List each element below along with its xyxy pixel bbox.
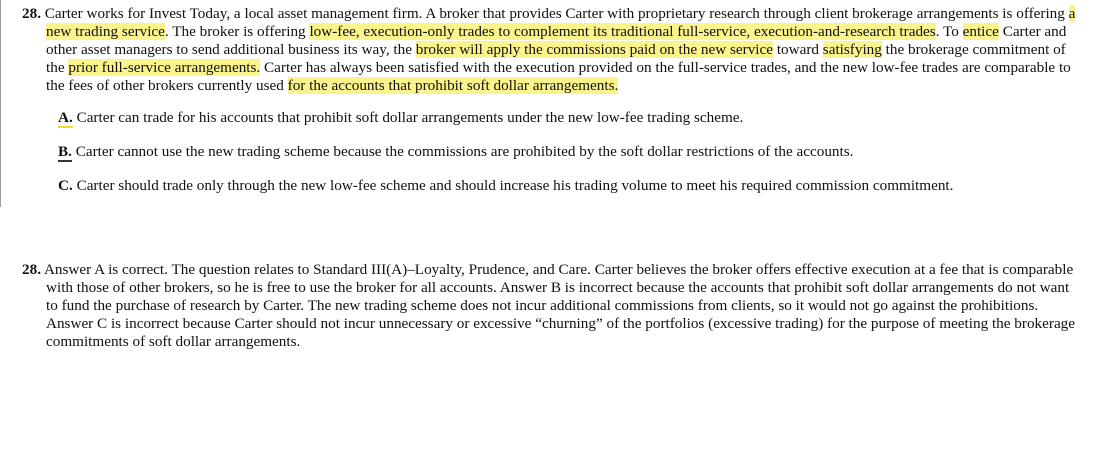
option-b[interactable] (58, 143, 1080, 161)
stem-seg-4: . To (935, 23, 963, 40)
highlight-prohibit-soft-dollar: for the accounts that prohibit soft dollar arrangements. (287, 77, 619, 94)
question-number: 28. (22, 5, 41, 22)
option-b-letter: B. (58, 143, 72, 160)
page-left-border (0, 0, 1, 207)
stem-seg-0: Carter works for Invest Today, a local asset management firm. A broker that provides Carter with proprietary research through client brokerage arrangements is offering (44, 5, 1069, 22)
highlight-prior-arrangements: prior full-service arrangements. (68, 59, 261, 76)
option-c-text: Carter should trade only through the new low-fee scheme and should increase his trading volume to meet his required commission commitment. (72, 177, 954, 194)
highlight-low-fee-trades: low-fee, execution-only trades to complement its traditional full-service, execution-and-research trades (309, 23, 936, 40)
highlight-new-trading-service: a new trading service (46, 5, 1076, 40)
question-block (22, 5, 1080, 211)
option-a-text: Carter can trade for his accounts that prohibit soft dollar arrangements under the new low-fee trading scheme. (72, 109, 744, 126)
answer-options (22, 109, 1080, 195)
option-c-letter: C. (58, 177, 73, 194)
stem-seg-8: toward (773, 41, 823, 58)
option-a[interactable] (58, 109, 1080, 127)
highlight-entice: entice (962, 23, 999, 40)
answer-explanation (22, 261, 1084, 351)
stem-seg-10: the brokerage commitment of the (46, 41, 1066, 76)
stem-seg-12: Carter has always been satisfied with the execution provided on the full-service trades, and the new low-fee trades are comparable to the fees of other brokers currently used (46, 59, 1071, 94)
option-c[interactable] (58, 177, 1080, 195)
answer-text: Answer A is correct. The question relates to Standard III(A)–Loyalty, Prudence, and Care. Carter believes the broker offers effective execution at a fee that is comparable with those of other brokers, so he is free to use the broker for all accounts. Answer B is incorrect because the accounts that prohibit soft dollar arrangements do not want to fund the purchase of research by Carter. The new trading scheme does not incur additional commissions from clients, so it would not go against the prohibitions. Answer C is incorrect because Carter should not incur unnecessary or excessive “churning” of the portfolios (excessive trading) for the purpose of meeting the brokerage commitments of soft dollar arrangements. (40, 261, 1076, 350)
answer-number: 28. (22, 261, 41, 278)
stem-seg-2: . The broker is offering (164, 23, 310, 40)
highlight-apply-commissions: broker will apply the commissions paid on the new service (415, 41, 774, 58)
highlight-satisfying: satisfying (822, 41, 882, 58)
stem-seg-6: Carter and other asset managers to send additional business its way, the (46, 23, 1067, 58)
option-b-text: Carter cannot use the new trading scheme because the commissions are prohibited by the soft dollar restrictions of the accounts. (71, 143, 854, 160)
option-a-letter: A. (58, 109, 73, 126)
answer-block (22, 261, 1084, 351)
question-stem (22, 5, 1080, 95)
